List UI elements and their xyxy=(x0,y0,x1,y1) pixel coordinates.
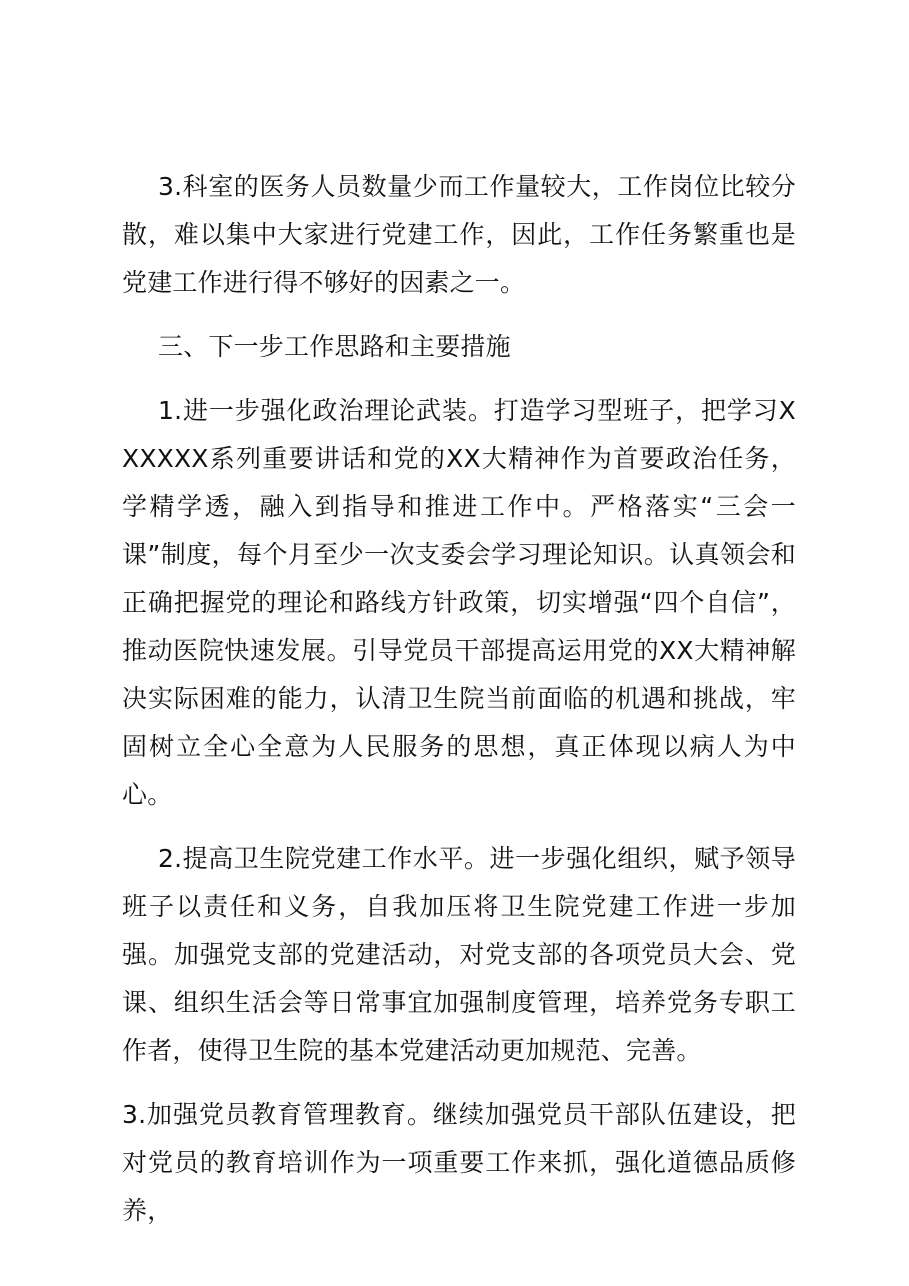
document-page xyxy=(122,163,796,1235)
paragraph-political-theory: 1.进一步强化政治理论武装。打造学习型班子，把学习XXXXXX系列重要讲话和党的XX大精神作为首要政治任务，学精学透，融入到指导和推进工作中。严格落实“三会一课”制度，每个月至少一次支委会学习理论知识。认真领会和正确把握党的理论和路线方针政策，切实增强“四个自信”，推动医院快速发展。引导党员干部提高运用党的XX大精神解决实际困难的能力，认清卫生院当前面临的机遇和挑战，牢固树立全心全意为人民服务的思想，真正体现以病人为中心。 xyxy=(122,396,796,809)
paragraph-party-building-level: 2.提高卫生院党建工作水平。进一步强化组织，赋予领导班子以责任和义务，自我加压将卫生院党建工作进一步加强。加强党支部的党建活动，对党支部的各项党员大会、党课、组织生活会等日常事宜加强制度管理，培养党务专职工作者，使得卫生院的基本党建活动更加规范、完善。 xyxy=(122,844,796,1065)
paragraph-workload-issue: 3.科室的医务人员数量少而工作量较大，工作岗位比较分散，难以集中大家进行党建工作，因此，工作任务繁重也是党建工作进行得不够好的因素之一。 xyxy=(122,172,796,297)
section-heading-next-steps: 三、下一步工作思路和主要措施 xyxy=(158,332,511,361)
paragraph-member-education: 3.加强党员教育管理教育。继续加强党员干部队伍建设，把对党员的教育培训作为一项重要工作来抓，强化道德品质修养， xyxy=(122,1100,796,1225)
